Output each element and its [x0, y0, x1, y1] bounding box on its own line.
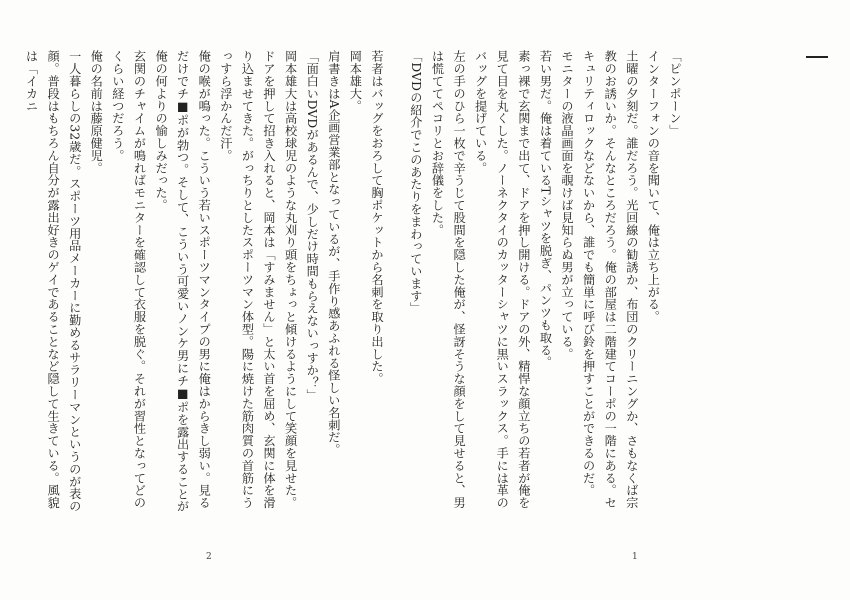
page-2-body-text: 若者はバッグをおろして胸ポケットから名刺を取り出した。 岡本雄大。 肩書きはA企画営業部となっているが、手作り感あふれる怪しい名刺だ。 「面白いDVDがあるんで、少しだけ時間もらえないっすか？」 岡本雄大は高校球児のような丸刈り頭をちょっと傾けるようにして笑顔を見せた。 ドアを押して招き入れると、岡本は「すみません」と太い首を屈め、玄関に体を滑り込ませてきた。がっちりとしたスポーツマン体型。陽に焼けた筋肉質の首筋にうっすら浮かんだ汗。 俺の喉が鳴った。こういう若いスポーツマンタイプの男に俺はからきし弱い。見るだけでチ■ポが勃つ。そして、こういう可愛いノンケ男にチ■ポを露出することが俺の何よりの愉しみだった。 玄関のチャイムが鳴ればモニターを確認して衣服を脱ぐ。それが習性となってどのくらい経つだろう。 俺の名前は藤原健児。 一人暮らしの32歳だ。スポーツ用品メーカーに勤めるサラリーマンというのが表の顔。普段はもちろん自分が露出好きのゲイであることなど隠して生きている。風貌は「イカニ: [24, 50, 384, 513]
page-number-2: 2: [206, 552, 212, 562]
page-1: [408, 0, 850, 600]
page-1-body-text: 「ピンポーン」 インターフォンの音を聞いて、俺は立ち上がる。 土曜の夕刻だ。誰だろう。光回線の勧誘か、布団のクリーニングか、さもなくば宗教のお誘いか。そんなところだろう。俺の部屋は二階建てコーポの一階にある。セキュリティロックなどないから、誰でも簡単に呼び鈴を押すことができるのだ。 モニターの液晶画面を覗けば見知らぬ男が立っている。 若い男だ。俺は着ているTシャツを脱ぎ、パンツも取る。 素っ裸で玄関まで出て、ドアを押し開ける。ドアの外、精悍な顔立ちの若者が俺を見て目を丸くした。ノーネクタイのカッターシャツに黒いスラックス。手には革のバッグを提げている。 左の手のひら一枚で辛うじて股間を隠した俺が、怪訝そうな顔をして見せると、男は慌ててペコリとお辞儀をした。 「DVDの紹介でこのあたりをまわっています」: [408, 50, 682, 509]
page-number-1: 1: [632, 552, 638, 562]
chapter-mark: [806, 56, 828, 58]
